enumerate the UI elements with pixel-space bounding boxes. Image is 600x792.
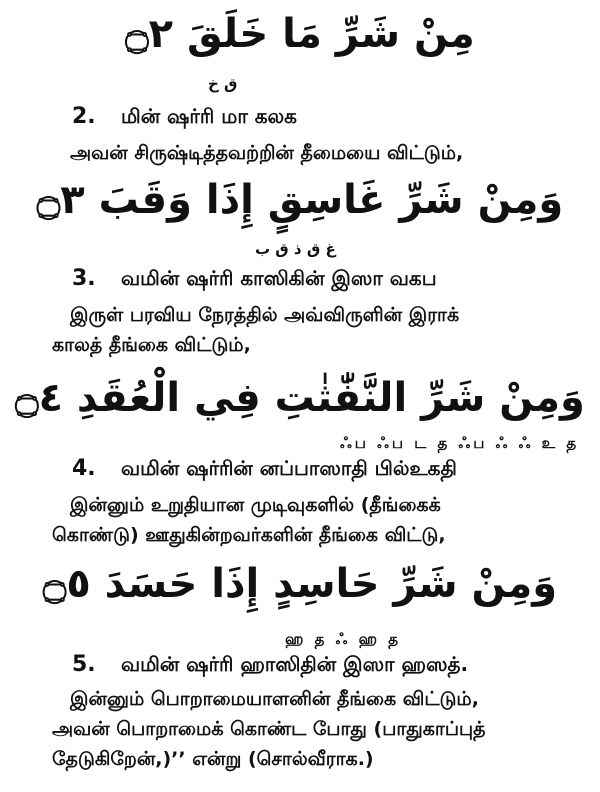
transliteration-5: வமின் ஷர்ரி ஹாஸிதின் இஸா ஹஸத். [121,652,469,676]
pronunciation-marks-4: ஃப ஃப ட த ஃப ஃ ஃ உ த [340,434,580,452]
translation-3-line-2: காலத் தீங்கை விட்டும், [52,334,251,356]
translation-4-line-1: இன்னும் உறுதியான முடிவுகளில் (தீங்கைக் [70,494,441,516]
arabic-verse-4: وَمِنْ شَرِّ النَّفّٰثٰتِ فِي الْعُقَدِ ۝٤ [15,375,585,421]
translation-2 [70,138,463,168]
translation-4 [52,490,446,550]
translation-3 [52,300,460,360]
arabic-verse-5: وَمِنْ شَرِّ حَاسِدٍ إِذَا حَسَدَ ۝٥ [42,561,558,607]
pronunciation-marks-5: ஹ த ஃ ஹ த [285,630,401,648]
verse-number-2: 2. [72,104,96,129]
verse-number-5: 5. [72,652,96,677]
translation-5-line-2: அவன் பொறாமைக் கொண்ட போது (பாதுகாப்புத் [52,718,486,740]
arabic-verse-2: مِنْ شَرِّ مَا خَلَقَ ۝٢ [125,11,475,57]
arabic-verse-3: وَمِنْ شَرِّ غَاسِقٍ إِذَا وَقَبَ ۝٣ [36,177,564,223]
pronunciation-marks-3: غ ق ذ ق ب [255,240,336,258]
translation-5-line-3: தேடுகிறேன்,)’’ என்று (சொல்வீராக.) [52,748,374,770]
transliteration-3: வமின் ஷர்ரி காஸிகின் இஸா வகப [121,266,437,290]
verse-number-3: 3. [72,266,96,291]
translation-5-line-1: இன்னும் பொறாமையாளனின் தீங்கை விட்டும், [70,688,479,710]
pronunciation-marks-2: ق خ [208,75,238,93]
verse-number-4: 4. [72,456,96,481]
translation-5 [52,684,486,774]
transliteration-4: வமின் ஷர்ரின் னப்பாஸாதி பில்உகதி [121,456,457,480]
transliteration-2: மின் ஷர்ரி மா கலக [121,104,297,128]
translation-4-line-2: கொண்டு) ஊதுகின்றவர்களின் தீங்கை விட்டு, [52,524,446,546]
translation-3-line-1: இருள் பரவிய நேரத்தில் அவ்விருளின் இராக் [70,304,460,326]
translation-2-line-1: அவன் சிருஷ்டித்தவற்றின் தீமையை விட்டும், [70,142,464,164]
